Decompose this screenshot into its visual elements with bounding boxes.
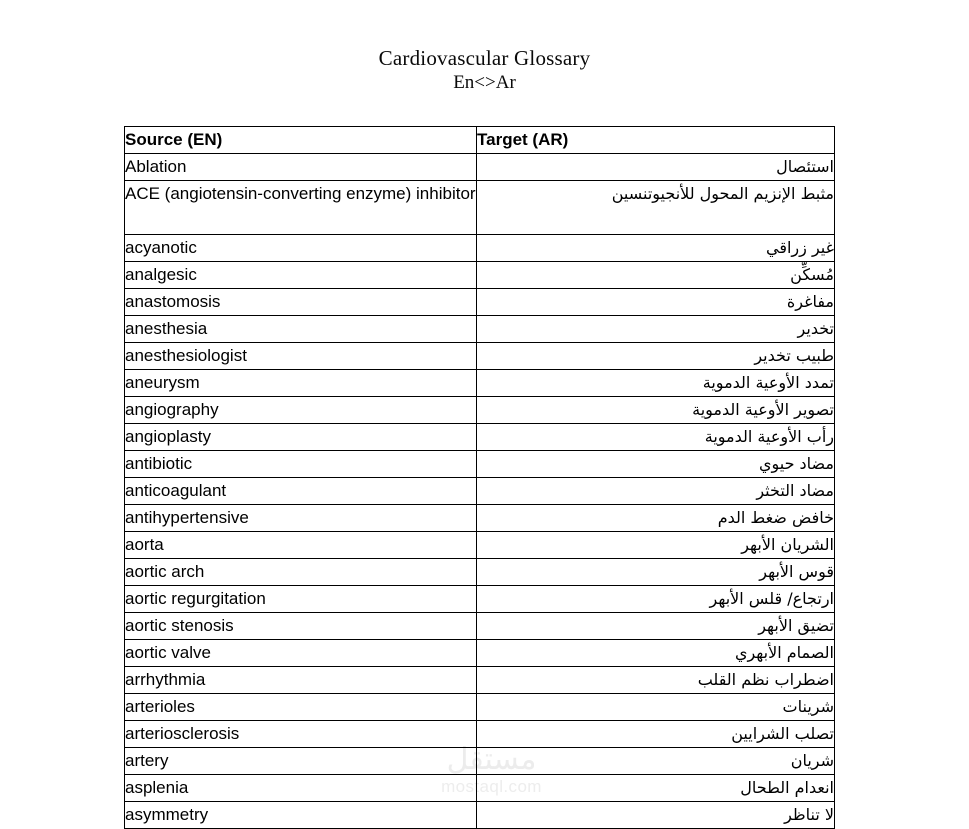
table-header-row xyxy=(125,127,835,154)
table-header xyxy=(125,127,835,154)
cell-source-term: Ablation xyxy=(125,154,477,181)
cell-source-term: angioplasty xyxy=(125,424,477,451)
table-row xyxy=(125,316,835,343)
cell-source-term: antibiotic xyxy=(125,451,477,478)
cell-target-term: استئصال xyxy=(477,154,835,181)
table-row xyxy=(125,505,835,532)
cell-target-term: انعدام الطحال xyxy=(477,775,835,802)
table-body xyxy=(125,154,835,829)
table-row xyxy=(125,721,835,748)
watermark-url-text: mostaql.com xyxy=(441,777,542,796)
cell-source-term: artery xyxy=(125,748,477,775)
table-row xyxy=(125,559,835,586)
cell-source-term: acyanotic xyxy=(125,235,477,262)
column-header-source: Source (EN) xyxy=(125,127,477,154)
cell-target-term: مضاد التخثر xyxy=(477,478,835,505)
cell-source-term: arterioles xyxy=(125,694,477,721)
cell-target-term: مضاد حيوي xyxy=(477,451,835,478)
cell-target-term: رأب الأوعية الدموية xyxy=(477,424,835,451)
cell-source-term: aortic valve xyxy=(125,640,477,667)
cell-target-term: تخدير xyxy=(477,316,835,343)
table-row xyxy=(125,289,835,316)
cell-target-term: خافض ضغط الدم xyxy=(477,505,835,532)
cell-source-term: anastomosis xyxy=(125,289,477,316)
table-row xyxy=(125,181,835,235)
watermark-logo-text: مستقل xyxy=(446,742,537,777)
cell-source-term: aortic arch xyxy=(125,559,477,586)
title-block xyxy=(0,45,969,95)
table-row xyxy=(125,424,835,451)
cell-target-term: لا تناظر xyxy=(477,802,835,829)
cell-source-term: asymmetry xyxy=(125,802,477,829)
cell-source-term: angiography xyxy=(125,397,477,424)
page-title: Cardiovascular Glossary xyxy=(378,46,591,70)
page-subtitle: En<>Ar xyxy=(453,72,516,93)
cell-source-term: aortic regurgitation xyxy=(125,586,477,613)
cell-source-term: aortic stenosis xyxy=(125,613,477,640)
cell-target-term: شرينات xyxy=(477,694,835,721)
table-row xyxy=(125,667,835,694)
column-header-target: Target (AR) xyxy=(477,127,835,154)
cell-target-term: غير زراقي xyxy=(477,235,835,262)
cell-source-term: aorta xyxy=(125,532,477,559)
cell-target-term: شريان xyxy=(477,748,835,775)
cell-source-term: arteriosclerosis xyxy=(125,721,477,748)
cell-target-term: مثبط الإنزيم المحول للأنجيوتنسين xyxy=(477,181,835,235)
table-row xyxy=(125,640,835,667)
cell-source-term: asplenia xyxy=(125,775,477,802)
table-row xyxy=(125,397,835,424)
glossary-table xyxy=(124,126,835,829)
cell-source-term: antihypertensive xyxy=(125,505,477,532)
cell-source-term: anesthesia xyxy=(125,316,477,343)
cell-source-term: analgesic xyxy=(125,262,477,289)
cell-target-term: تصلب الشرايين xyxy=(477,721,835,748)
table-row xyxy=(125,370,835,397)
cell-target-term: طبيب تخدير xyxy=(477,343,835,370)
cell-target-term: تضيق الأبهر xyxy=(477,613,835,640)
cell-source-term: ACE (angiotensin-converting enzyme) inhibitor xyxy=(125,181,477,235)
table-row xyxy=(125,802,835,829)
table-row xyxy=(125,235,835,262)
table-row xyxy=(125,748,835,775)
table-row xyxy=(125,586,835,613)
table-row xyxy=(125,775,835,802)
glossary-table-container xyxy=(124,126,834,829)
cell-target-term: تمدد الأوعية الدموية xyxy=(477,370,835,397)
cell-target-term: قوس الأبهر xyxy=(477,559,835,586)
table-row xyxy=(125,478,835,505)
cell-target-term: اضطراب نظم القلب xyxy=(477,667,835,694)
table-row xyxy=(125,343,835,370)
cell-source-term: anticoagulant xyxy=(125,478,477,505)
table-row xyxy=(125,532,835,559)
cell-target-term: تصوير الأوعية الدموية xyxy=(477,397,835,424)
table-row xyxy=(125,262,835,289)
cell-source-term: aneurysm xyxy=(125,370,477,397)
cell-target-term: مفاغرة xyxy=(477,289,835,316)
table-row xyxy=(125,613,835,640)
cell-target-term: الشريان الأبهر xyxy=(477,532,835,559)
cell-target-term: مُسكِّن xyxy=(477,262,835,289)
table-row xyxy=(125,154,835,181)
table-row xyxy=(125,451,835,478)
cell-target-term: ارتجاع/ قلس الأبهر xyxy=(477,586,835,613)
cell-source-term: arrhythmia xyxy=(125,667,477,694)
table-row xyxy=(125,694,835,721)
cell-source-term: anesthesiologist xyxy=(125,343,477,370)
cell-target-term: الصمام الأبهري xyxy=(477,640,835,667)
